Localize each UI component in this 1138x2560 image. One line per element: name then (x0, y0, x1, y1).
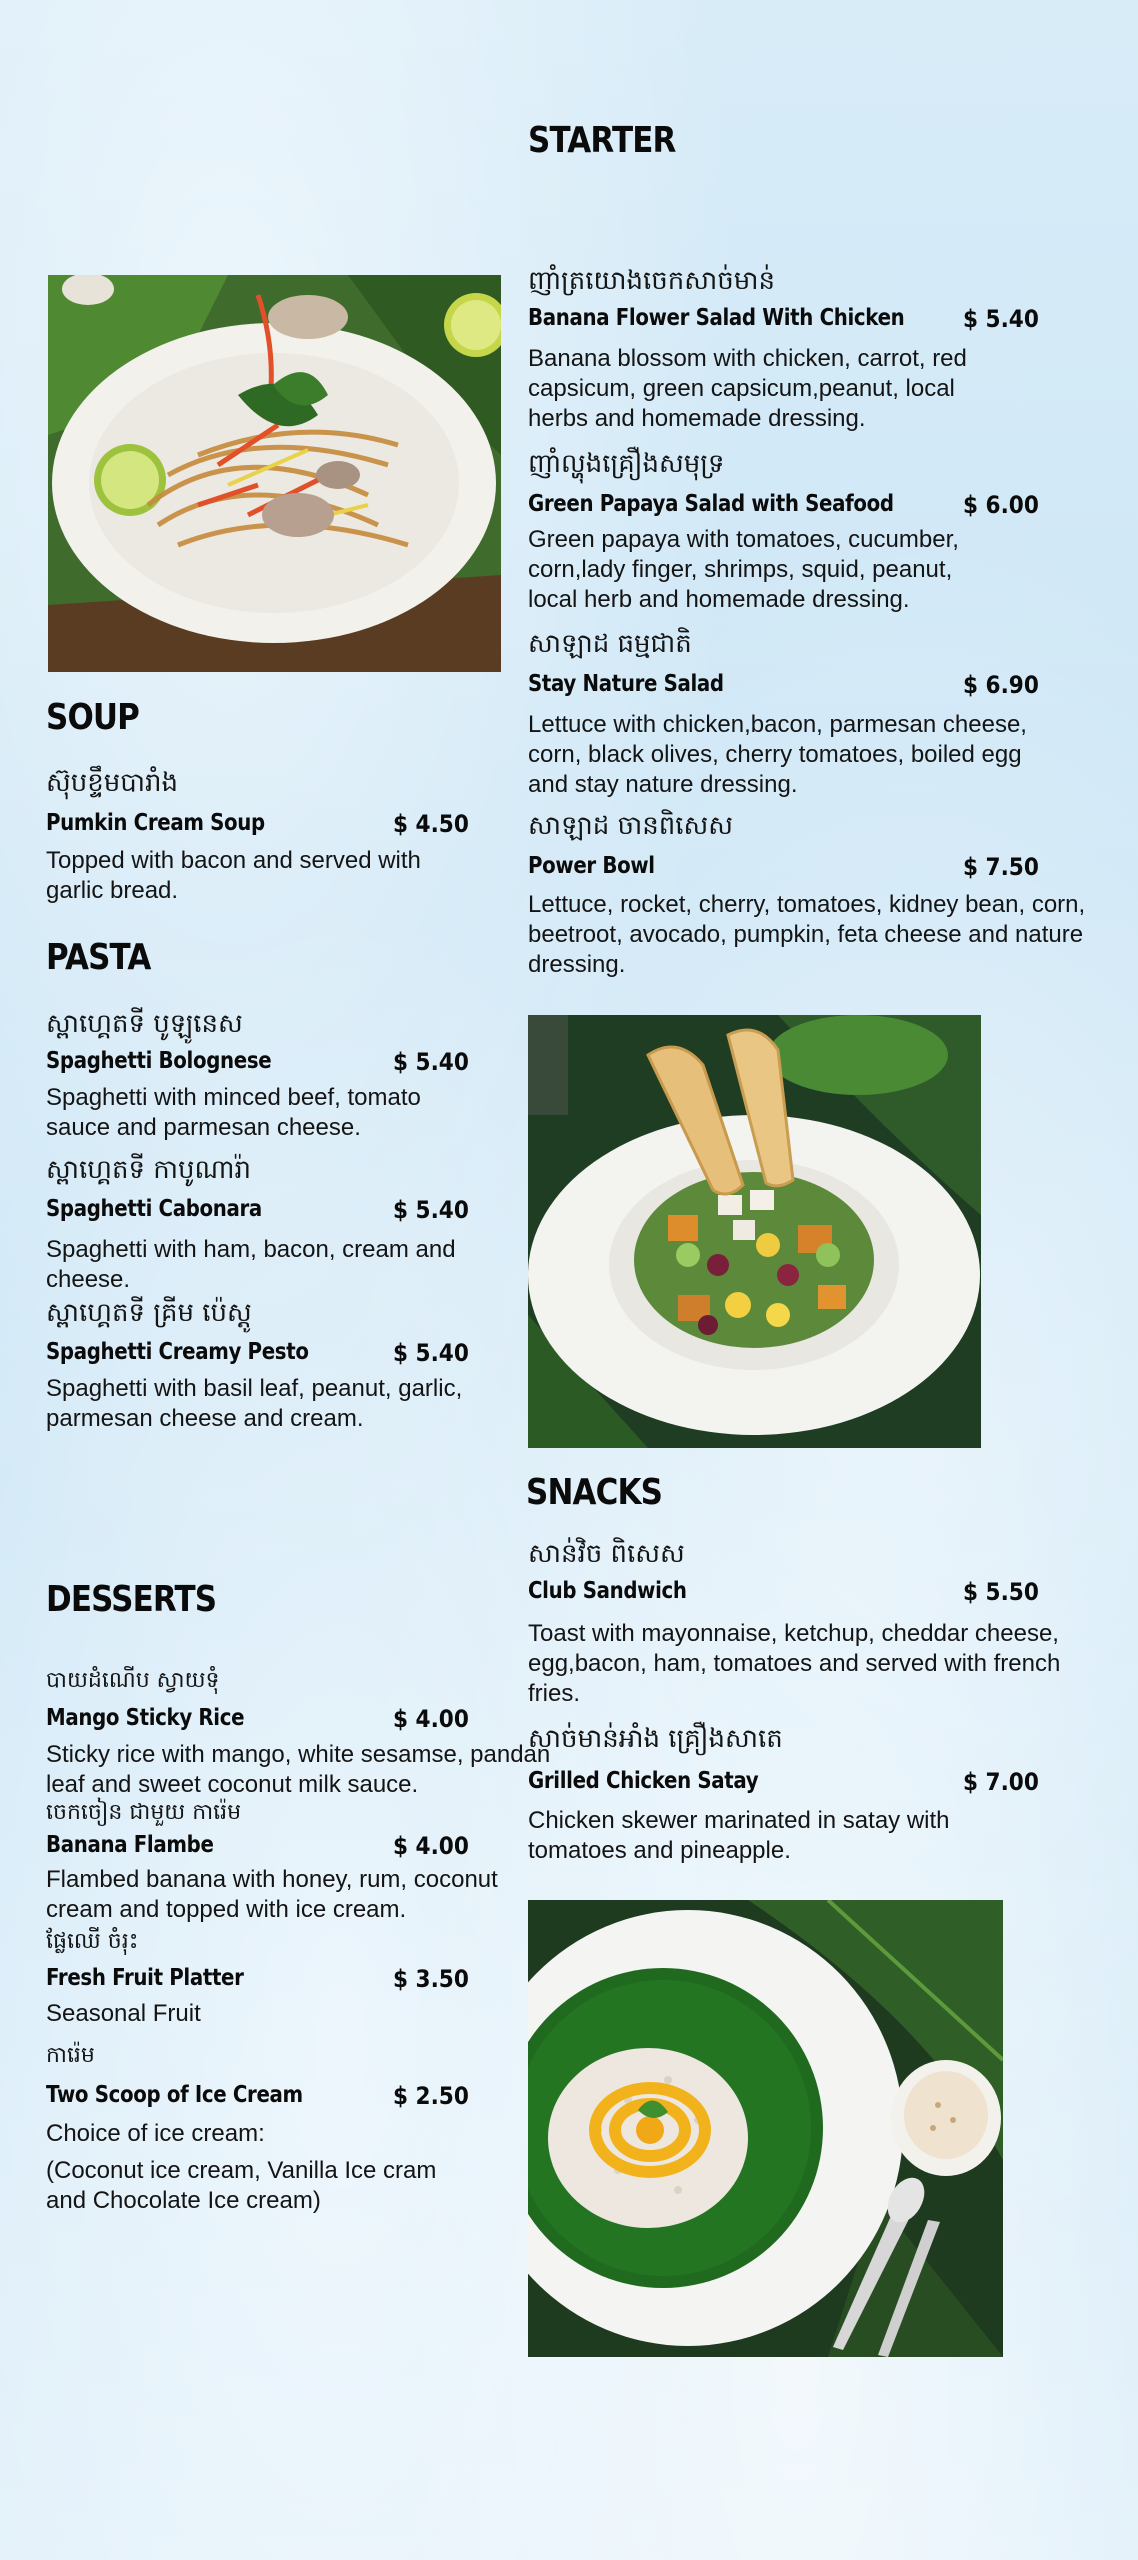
snacks-heading: SNACKS (526, 1472, 663, 1513)
menu-item-khmer-name: បាយដំណើប ស្វាយទុំ (46, 1668, 220, 1693)
desserts-heading: DESSERTS (46, 1579, 217, 1620)
menu-item-price: $ 5.50 (963, 1578, 1039, 1606)
menu-item-price: $ 4.50 (393, 810, 469, 838)
menu-item-description: Topped with bacon and served with garlic bread. (46, 847, 421, 904)
menu-item-khmer-name: សាឡាដ ធម្មជាតិ (528, 629, 692, 659)
menu-item-khmer-name: សាឡាដ ចានពិសេស (528, 811, 734, 841)
menu-item-price: $ 2.50 (393, 2082, 469, 2110)
menu-item-khmer-name: សាន់វិច ពិសេស (528, 1539, 685, 1569)
menu-item-description: Choice of ice cream: (46, 2120, 265, 2147)
menu-item-name: Mango Sticky Rice (46, 1705, 245, 1731)
menu-item-price: $ 7.50 (963, 853, 1039, 881)
menu-item-price: $ 7.00 (963, 1768, 1039, 1796)
menu-item-price: $ 3.50 (393, 1965, 469, 1993)
menu-item-khmer-name: ស្ពាហ្គេតទី បូឡូនេស (46, 1009, 243, 1039)
menu-item-price: $ 5.40 (393, 1339, 469, 1367)
menu-item-description: Spaghetti with basil leaf, peanut, garlic, parmesan cheese and cream. (46, 1375, 463, 1432)
menu-item-name: Banana Flambe (46, 1832, 214, 1858)
menu-item-description: Seasonal Fruit (46, 2000, 201, 2027)
menu-item-price: $ 5.40 (963, 305, 1039, 333)
menu-item-price: $ 6.00 (963, 491, 1039, 519)
menu-item-name: Fresh Fruit Platter (46, 1965, 244, 1991)
menu-item-name: Club Sandwich (528, 1578, 687, 1604)
menu-item-description: Chicken skewer marinated in satay with tomatoes and pineapple. (528, 1807, 950, 1864)
menu-item-name: Two Scoop of Ice Cream (46, 2082, 303, 2108)
menu-item-khmer-name: ចេកចៀន ជាមួយ ការ៉េម (46, 1800, 242, 1825)
menu-item-name: Spaghetti Cabonara (46, 1196, 262, 1222)
menu-item-description: Banana blossom with chicken, carrot, red capsicum, green capsicum,peanut, local herbs and homemade dressing. (528, 345, 967, 432)
menu-item-khmer-name: ញាំល្ហុងគ្រឿងសមុទ្រ (528, 449, 725, 479)
menu-item-name: Banana Flower Salad With Chicken (528, 305, 905, 331)
soup-heading: SOUP (46, 697, 140, 738)
menu-item-name: Power Bowl (528, 853, 655, 879)
menu-item-price: $ 4.00 (393, 1705, 469, 1733)
menu-item-name: Stay Nature Salad (528, 671, 724, 697)
menu-item-khmer-name: ស្ពាហ្គេតទី គ្រីម ប៉េស្តូ (46, 1298, 252, 1328)
menu-item-price: $ 6.90 (963, 671, 1039, 699)
menu-item-description: Spaghetti with minced beef, tomato sauce and parmesan cheese. (46, 1084, 421, 1141)
menu-item-description: Flambed banana with honey, rum, coconut cream and topped with ice cream. (46, 1866, 498, 1923)
mango-sticky-rice-photo (528, 1900, 1003, 2357)
menu-item-khmer-name: ផ្លែឈើ ចំរុះ (46, 1929, 139, 1954)
menu-item-description-detail: (Coconut ice cream, Vanilla Ice cram and Chocolate Ice cream) (46, 2157, 437, 2214)
menu-item-description: Lettuce with chicken,bacon, parmesan cheese, corn, black olives, cherry tomatoes, boiled egg and stay nature dressing. (528, 711, 1027, 798)
menu-item-name: Pumkin Cream Soup (46, 810, 265, 836)
starter-heading: STARTER (528, 120, 676, 161)
menu-item-khmer-name: ការ៉េម (46, 2043, 95, 2068)
banana-flower-salad-photo (48, 275, 501, 672)
power-bowl-photo (528, 1015, 981, 1448)
menu-item-description: Sticky rice with mango, white sesamse, pandan leaf and sweet coconut milk sauce. (46, 1741, 551, 1798)
menu-item-name: Spaghetti Bolognese (46, 1048, 272, 1074)
menu-item-description: Green papaya with tomatoes, cucumber, corn,lady finger, shrimps, squid, peanut, local herb and homemade dressing. (528, 526, 959, 613)
menu-item-price: $ 4.00 (393, 1832, 469, 1860)
menu-item-khmer-name: សាច់មាន់អាំង គ្រឿងសាតេ (528, 1724, 783, 1754)
menu-item-name: Green Papaya Salad with Seafood (528, 491, 894, 517)
menu-item-price: $ 5.40 (393, 1196, 469, 1224)
menu-item-khmer-name: ស្ពាហ្គេតទី កាបូណារ៉ា (46, 1155, 252, 1185)
menu-item-name: Spaghetti Creamy Pesto (46, 1339, 309, 1365)
menu-item-khmer-name: ញាំត្រយោងចេកសាច់មាន់ (528, 266, 776, 296)
menu-item-description: Toast with mayonnaise, ketchup, cheddar cheese, egg,bacon, ham, tomatoes and served with french fries. (528, 1620, 1061, 1707)
menu-item-description: Spaghetti with ham, bacon, cream and cheese. (46, 1236, 456, 1293)
menu-item-name: Grilled Chicken Satay (528, 1768, 759, 1794)
menu-item-khmer-name: ស៊ុបខ្ទឹមបារាំង (46, 768, 179, 798)
pasta-heading: PASTA (46, 937, 151, 978)
menu-item-price: $ 5.40 (393, 1048, 469, 1076)
menu-item-description: Lettuce, rocket, cherry, tomatoes, kidney bean, corn, beetroot, avocado, pumpkin, feta cheese and nature dressing. (528, 891, 1086, 978)
